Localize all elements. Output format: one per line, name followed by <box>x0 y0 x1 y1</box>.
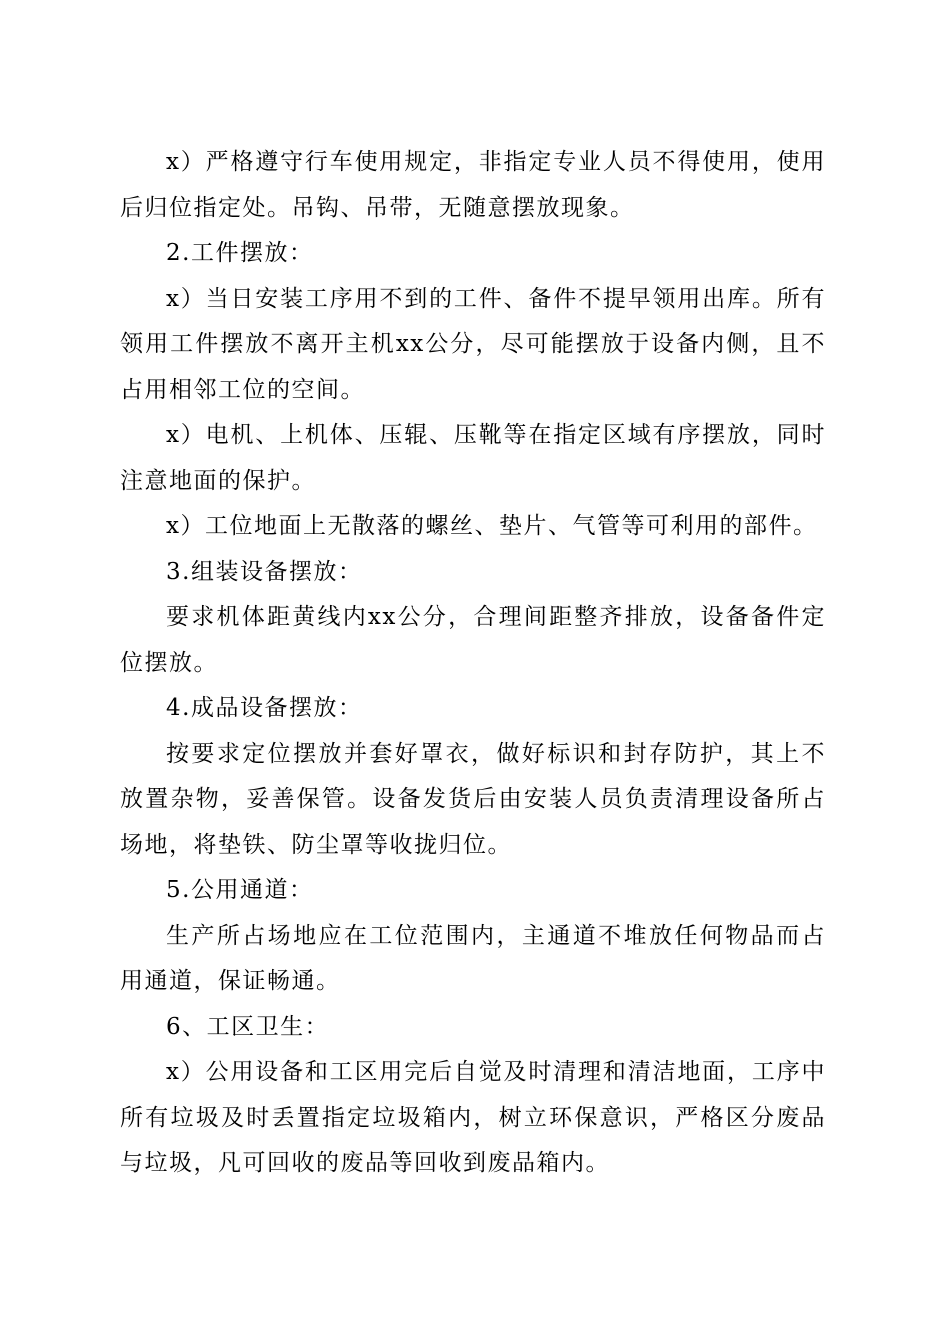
heading-workpiece-placement: 2.工件摆放： <box>166 240 314 266</box>
paragraph-finished-protection: 按要求定位摆放并套好罩衣，做好标识和封存防护，其上不放置杂物，妥善保管。设备发货后由安装人员负责清理设备所占场地，将垫铁、防尘罩等收拢归位。 <box>120 740 826 858</box>
paragraph-hygiene-cleanup: x）公用设备和工区用完后自觉及时清理和清洁地面，工序中所有垃圾及时丢置指定垃圾箱内，树立环保意识，严格区分废品与垃圾，凡可回收的废品等回收到废品箱内。 <box>120 1059 826 1176</box>
paragraph-crane-usage: x）严格遵守行车使用规定，非指定专业人员不得使用，使用后归位指定处。吊钩、吊带，无随意摆放现象。 <box>120 149 826 221</box>
document-body <box>120 140 826 1187</box>
heading-work-area-hygiene: 6、工区卫生： <box>166 1013 330 1040</box>
heading-assembly-placement: 3.组装设备摆放： <box>166 558 363 585</box>
paragraph-assembly-distance: 要求机体距黄线内xx公分，合理间距整齐排放，设备备件定位摆放。 <box>120 604 826 676</box>
paragraph-motor-placement: x）电机、上机体、压辊、压靴等在指定区域有序摆放，同时注意地面的保护。 <box>120 422 826 494</box>
paragraph-workpiece-requisition: x）当日安装工序用不到的工件、备件不提早领用出库。所有领用工件摆放不离开主机xx公分，尽可能摆放于设备内侧，且不占用相邻工位的空间。 <box>120 285 826 403</box>
heading-finished-placement: 4.成品设备摆放： <box>166 695 363 721</box>
paragraph-passage-clear: 生产所占场地应在工位范围内，主通道不堆放任何物品而占用通道，保证畅通。 <box>120 922 826 994</box>
paragraph-floor-parts: x）工位地面上无散落的螺丝、垫片、气管等可利用的部件。 <box>166 513 818 539</box>
heading-public-passage: 5.公用通道： <box>166 877 314 903</box>
